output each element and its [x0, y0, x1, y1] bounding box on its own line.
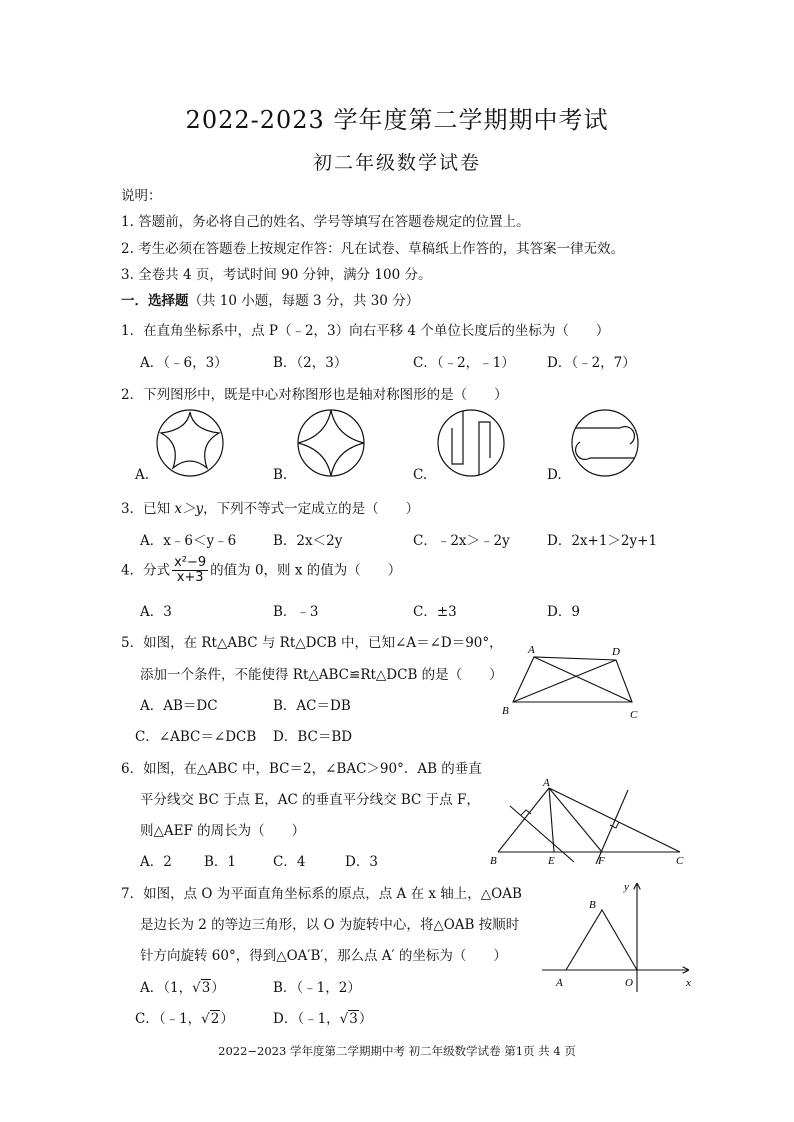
question-6-line2: 平分线交 BC 于点 E，AC 的垂直平分线交 BC 于点 F，: [140, 792, 480, 808]
q6-option-c: C．4: [273, 854, 306, 870]
q6-option-a: A．2: [140, 854, 172, 870]
q1-option-a: A．（﹣6，3）: [140, 355, 228, 371]
question-1-stem: 1．在直角坐标系中，点 P（﹣2，3）向右平移 4 个单位长度后的坐标为（ ）: [121, 323, 610, 339]
q7-a-sqrt: √3: [192, 980, 211, 996]
q7-c-pre: C．（﹣1，: [135, 1011, 202, 1027]
q6-option-d: D．3: [345, 854, 378, 870]
q5-label-b: B: [502, 705, 509, 717]
q7-label-b: B: [589, 899, 596, 911]
q7-option-d: [273, 1007, 372, 1027]
q3-option-a: A．x﹣6＜y﹣6: [140, 533, 237, 549]
section-heading: [121, 289, 419, 309]
q5-option-c: C．∠ABC＝∠DCB: [135, 729, 257, 745]
q7-c-radicand: 2: [210, 1011, 220, 1027]
q4-numerator: x²−9: [174, 555, 207, 570]
exam-title: 2022-2023 学年度第二学期期中考试: [185, 106, 609, 134]
instruction-item: 2. 考生必须在答题卷上按规定作答：凡在试卷、草稿纸上作答的，其答案一律无效。: [121, 241, 625, 257]
q4-fraction: [172, 556, 208, 586]
q4-denominator: x+3: [176, 570, 204, 586]
question-2-stem: 2．下列图形中，既是中心对称图形也是轴对称图形的是（ ）: [121, 387, 508, 403]
q7-d-pre: D．（﹣1，: [273, 1011, 340, 1027]
q3-option-c: C．﹣2x＞﹣2y: [413, 533, 510, 549]
question-3-stem: [121, 497, 419, 517]
question-7-line2: 是边长为 2 的等边三角形，以 O 为旋转中心，将△OAB 按顺时: [140, 917, 520, 933]
section-title: 一．选择题: [121, 293, 189, 309]
q2-figure-a: [155, 408, 225, 478]
q4-option-c: C．±3: [413, 604, 457, 620]
q6-diagram: [488, 778, 698, 868]
q5-diagram: [498, 640, 648, 725]
question-7-line1: 7．如图，点 O 为平面直角坐标系的原点，点 A 在 x 轴上，△OAB: [121, 886, 522, 902]
q3-stem-pre: 3．已知: [121, 501, 175, 517]
q7-c-sqrt: √2: [201, 1011, 220, 1027]
q7-c-post: ）: [220, 1011, 234, 1027]
q7-a-pre: A．（1，: [140, 980, 193, 996]
q5-option-b: B．AC＝DB: [273, 698, 351, 714]
instruction-item: 3. 全卷共 4 页，考试时间 90 分钟，满分 100 分。: [121, 267, 432, 283]
q4-option-a: A．3: [140, 604, 172, 620]
q4-stem-pre: 4．分式: [121, 562, 171, 579]
q1-option-d: D．（﹣2，7）: [547, 355, 636, 371]
q3-option-d: D．2x+1＞2y+1: [547, 533, 658, 549]
q7-label-x: x: [686, 977, 691, 989]
q7-diagram: [538, 876, 698, 996]
q7-d-post: ）: [358, 1011, 373, 1027]
q7-a-radicand: 3: [201, 980, 211, 996]
q7-a-post: ）: [211, 980, 225, 996]
question-5-line1: 5．如图，在 Rt△ABC 与 Rt△DCB 中，已知∠A＝∠D＝90°，: [121, 635, 503, 651]
q3-stem-post: ，下列不等式一定成立的是（ ）: [203, 501, 420, 517]
instructions-label: 说明：: [121, 188, 162, 204]
q7-d-sqrt: √3: [339, 1011, 358, 1027]
question-6-line1: 6．如图，在△ABC 中，BC＝2，∠BAC＞90°．AB 的垂直: [121, 761, 482, 777]
question-7-line3: 针方向旋转 60°，得到△OA′B′，那么点 A′ 的坐标为（ ）: [140, 948, 507, 964]
q1-option-b: B．（2，3）: [273, 355, 348, 371]
q7-option-b: B．（﹣1，2）: [273, 980, 361, 996]
q2-figure-b: [296, 408, 366, 478]
q2-option-c: C.: [413, 467, 428, 483]
q4-stem-post: 的值为 0，则 x 的值为（ ）: [210, 562, 402, 579]
question-6-line3: 则△AEF 的周长为（ ）: [140, 823, 306, 839]
q7-label-a: A: [556, 977, 563, 989]
q2-figure-d: [570, 408, 640, 478]
q1-option-c: C．（﹣2，﹣1）: [413, 355, 515, 371]
q5-option-d: D．BC＝BD: [273, 729, 353, 745]
q4-option-d: D．9: [547, 604, 580, 620]
section-note: （共 10 小题，每题 3 分，共 30 分）: [188, 293, 420, 309]
q6-label-b: B: [490, 855, 497, 867]
q7-option-c: [135, 1007, 234, 1027]
instruction-item: 1. 答题前，务必将自己的姓名、学号等填写在答题卷规定的位置上。: [121, 214, 530, 230]
q3-stem-condition: x＞y: [174, 501, 204, 517]
q2-option-d: D.: [547, 467, 562, 483]
q6-label-e: E: [548, 855, 555, 867]
exam-subtitle: 初二年级数学试卷: [312, 152, 481, 174]
q5-label-a: A: [528, 644, 535, 656]
q6-label-a: A: [543, 777, 550, 789]
q7-option-a: [140, 976, 225, 996]
q7-label-y: y: [624, 881, 629, 893]
q5-label-d: D: [612, 646, 620, 658]
question-4-stem: [121, 556, 401, 586]
q3-option-b: B．2x＜2y: [273, 533, 343, 549]
q7-label-o: O: [625, 977, 633, 989]
question-5-line2: 添加一个条件，不能使得 Rt△ABC≌Rt△DCB 的是（ ）: [140, 667, 503, 683]
q2-option-b: B.: [273, 467, 288, 483]
q6-label-f: F: [598, 855, 605, 867]
q2-figure-c: [436, 408, 506, 478]
q7-d-radicand: 3: [349, 1011, 358, 1027]
q6-label-c: C: [676, 855, 684, 867]
q6-option-b: B．1: [204, 854, 237, 870]
q5-label-c: C: [630, 709, 638, 721]
q4-option-b: B．﹣3: [273, 604, 319, 620]
q2-option-a: A.: [135, 467, 150, 483]
page-footer: 2022−2023 学年度第二学期期中考 初二年级数学试卷 第1页 共 4 页: [218, 1044, 576, 1058]
q5-option-a: A．AB＝DC: [140, 698, 218, 714]
